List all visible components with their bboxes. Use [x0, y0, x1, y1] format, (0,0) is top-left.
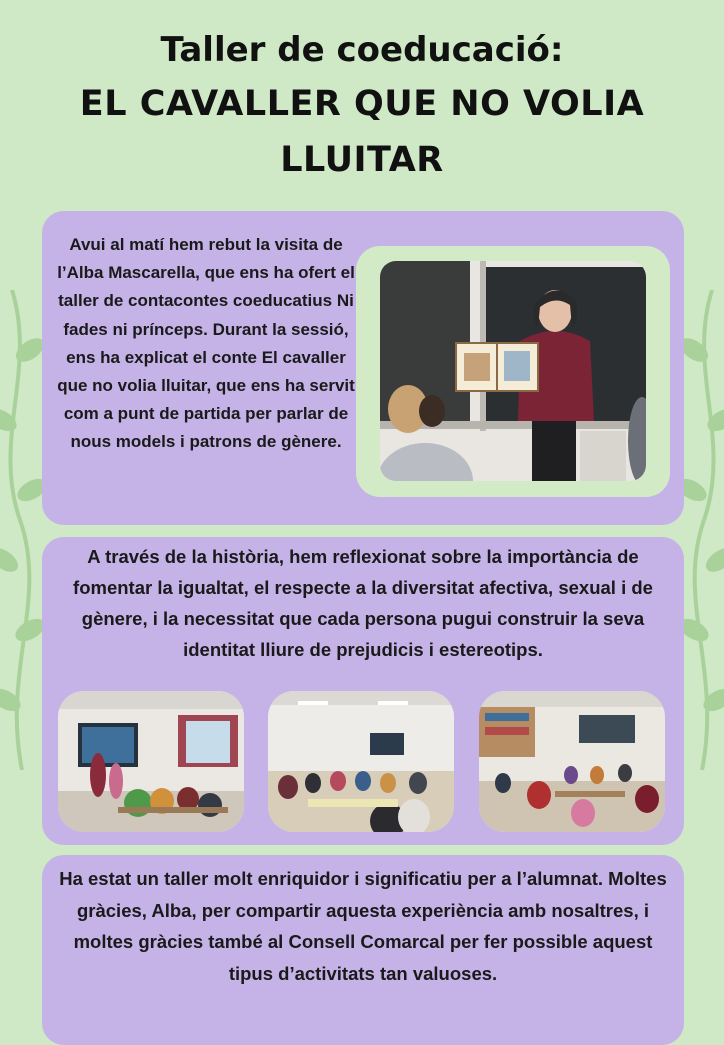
thanks-card — [42, 855, 684, 1045]
classroom-photo-1 — [58, 691, 244, 832]
storyteller-photo-frame — [356, 246, 670, 497]
title-line-1: Taller de coeducació: — [160, 30, 564, 70]
intro-paragraph: Avui al matí hem rebut la visita de l’Alba Mascarella, que ens ha ofert el taller de contacontes coeducatius Ni fades ni prínceps. Durant la sessió, ens ha explicat el conte El cavaller que no volia lluitar, que ens ha servit com a punt de partida per parlar de nous models i patrons de gènere. — [57, 235, 355, 452]
intro-card — [42, 211, 684, 525]
reflection-card — [42, 537, 684, 845]
thanks-paragraph: Ha estat un taller molt enriquidor i significatiu per a l’alumnat. Moltes gràcies, Alba, per compartir aquesta experiència amb nosaltres, i moltes gràcies també al Consell Comarcal per fer possible aquest tipus d’activitats tan valuoses. — [59, 868, 667, 984]
page-title — [0, 24, 724, 188]
title-line-2: EL CAVALLER QUE NO VOLIA — [79, 84, 645, 124]
classroom-photo-2 — [268, 691, 454, 832]
classroom-photo-3 — [479, 691, 665, 832]
storyteller-photo — [380, 261, 646, 481]
reflection-paragraph: A través de la història, hem reflexionat sobre la importància de fomentar la igualtat, el respecte a la diversitat afectiva, sexual i de gènere, i la necessitat que cada persona pugui construir la seva identitat lliure de prejudicis i estereotips. — [73, 546, 653, 660]
title-line-3: LLUITAR — [280, 140, 444, 180]
